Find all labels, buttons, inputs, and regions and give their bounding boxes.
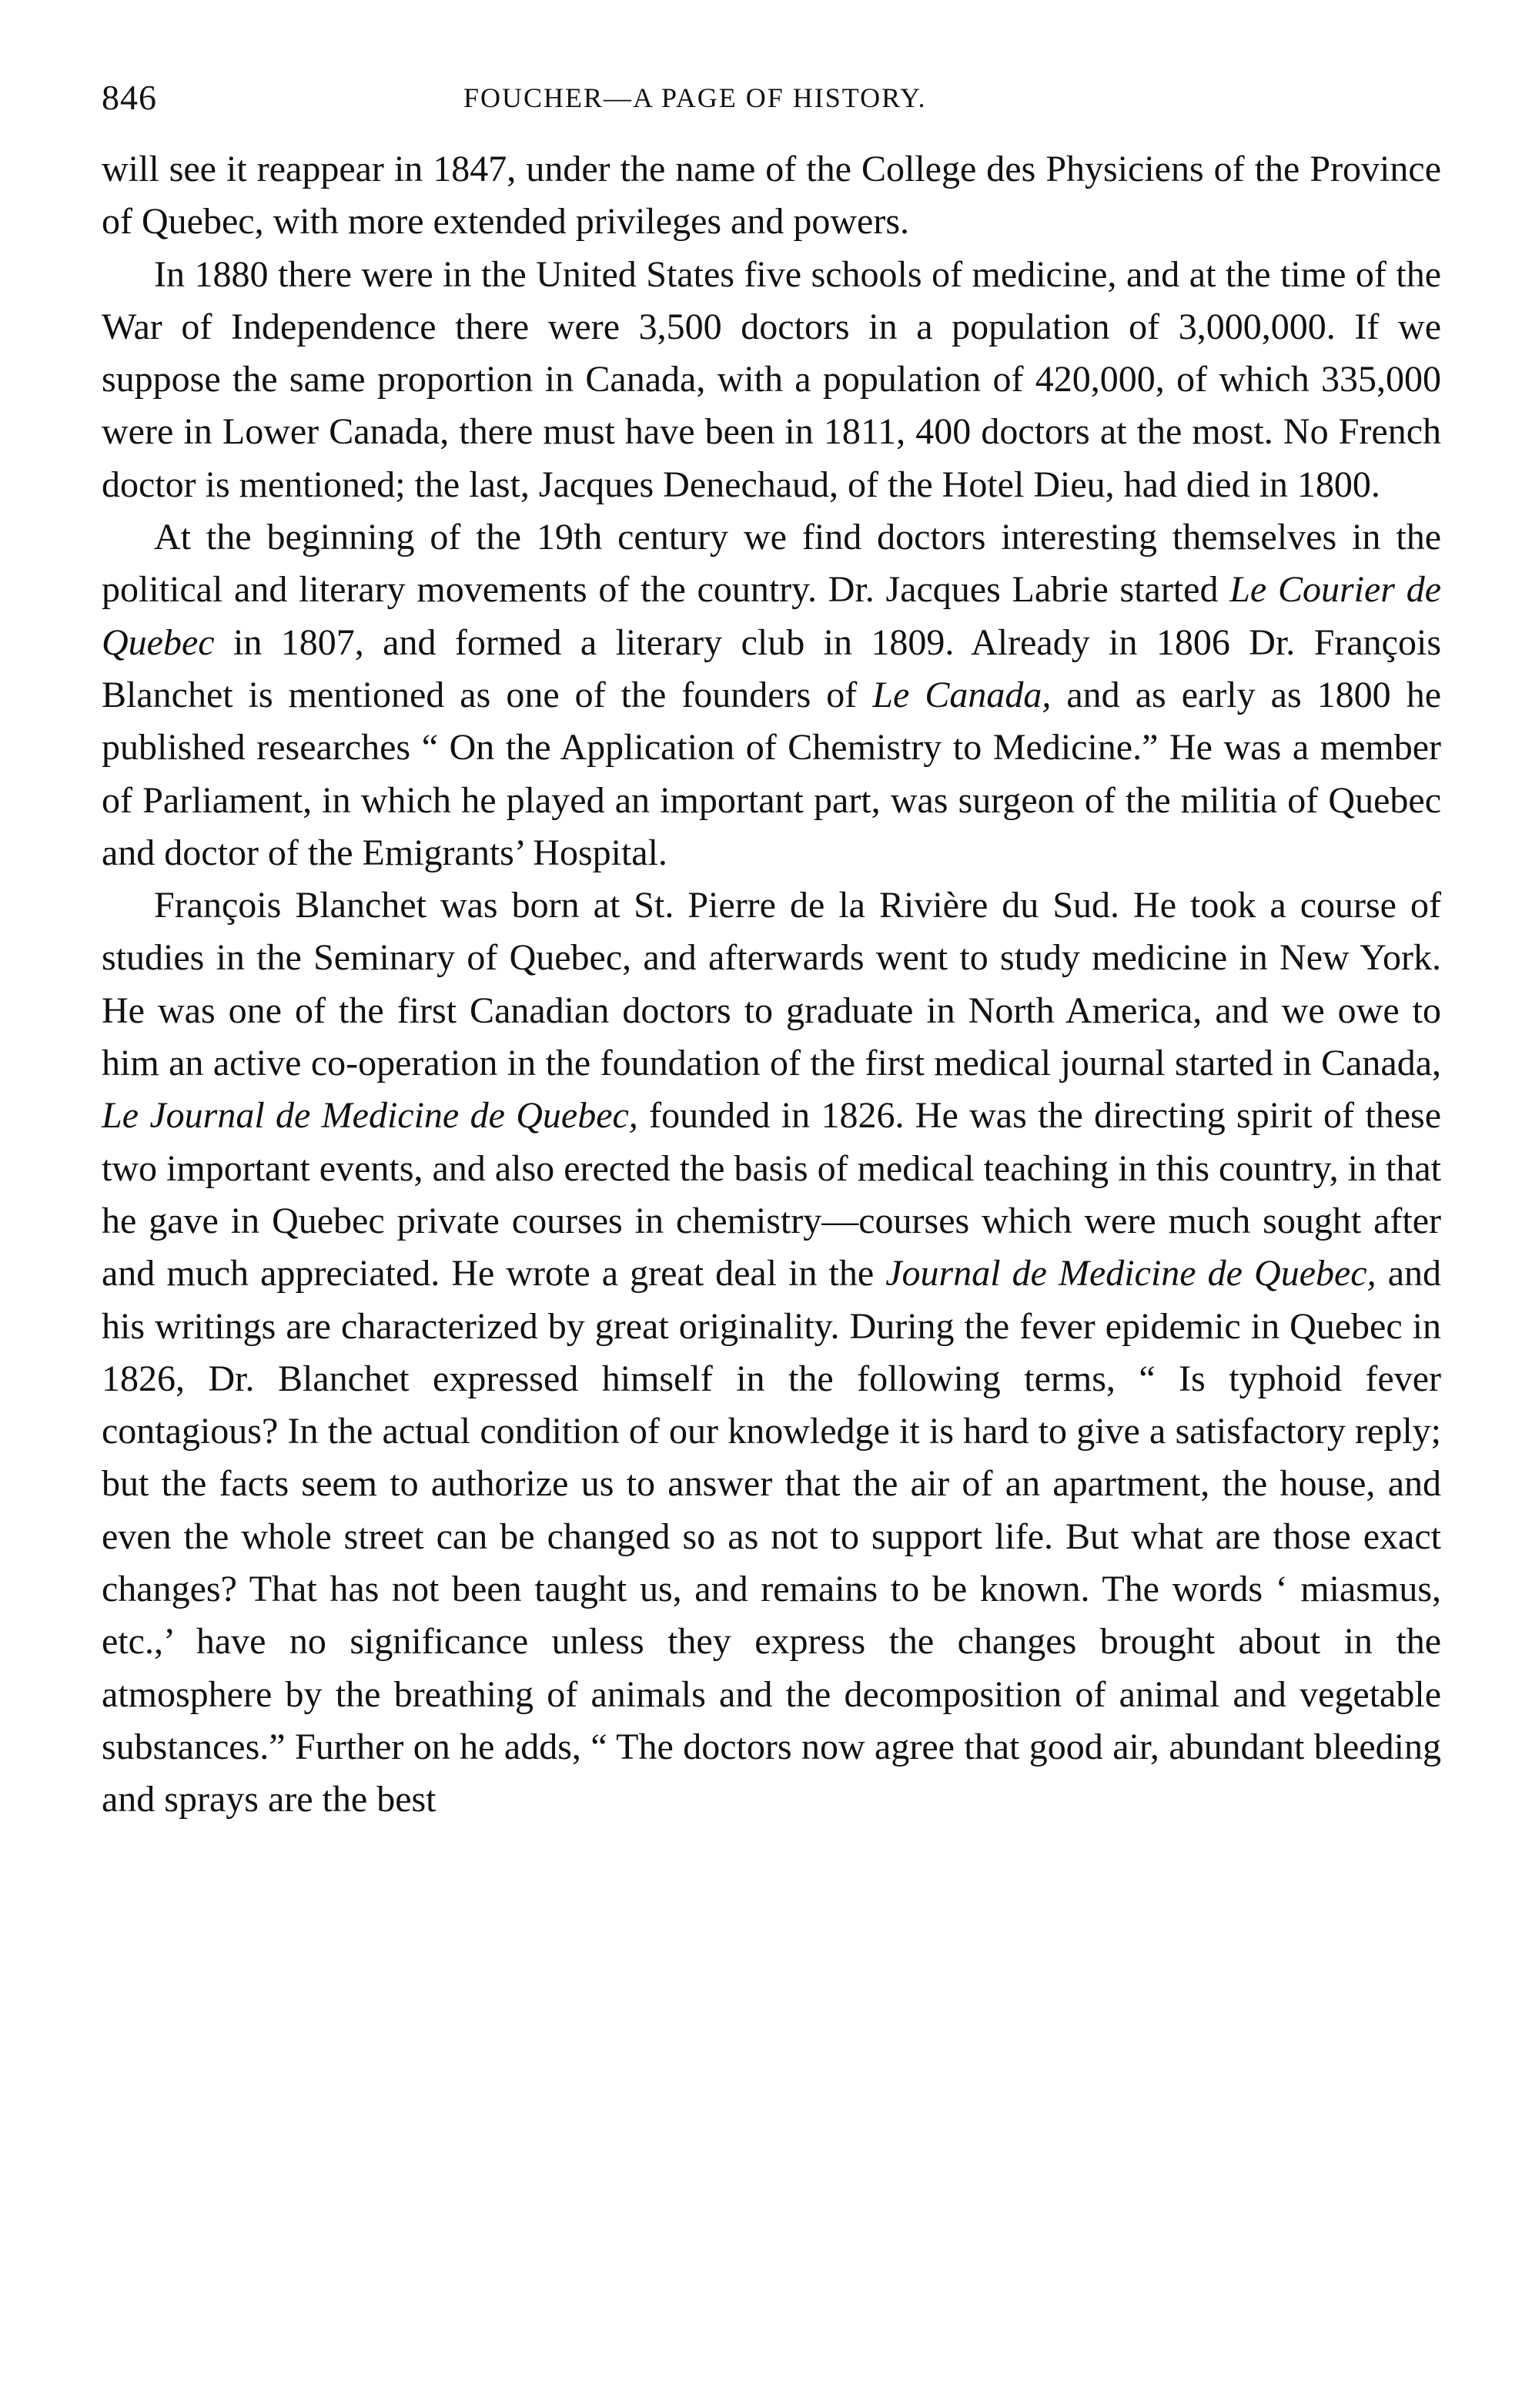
- text-segment: in 1807, and formed a literary club in 1809. Already in 1806 Dr. François Blanchet is mentioned as one of the founders of: [102, 621, 1441, 715]
- italic-title-journal-de-medicine-1: Le Journal de Medicine de Quebec,: [102, 1095, 638, 1137]
- text-segment: François Blanchet was born at St. Pierre de la Rivière du Sud. He took a course of studies in the Seminary of Quebec, and afterwards went to study medicine in New York. He was one of the first Canadian doctors to graduate in North America, and we owe to him an active co-operation in the foundation of the first medical journal started in Canada,: [102, 885, 1441, 1084]
- text-segment: and as early as 1800 he published researches “ On the Application of Chemistry to Medicine.” He was a member of Parliament, in which he played an important part, was surgeon of the militia of Quebec and doctor of the Emigrants’ Hospital.: [102, 674, 1441, 873]
- paragraph-francois-blanchet: [102, 879, 1441, 1826]
- text-segment: will see it reappear in 1847, under the name of the College des Physiciens of the Province of Quebec, with more extended privileges and powers.: [102, 149, 1441, 243]
- italic-title-le-courier-de-quebec: Le Courier de Quebec: [102, 569, 1441, 663]
- paragraph-medical-statistics: [102, 249, 1441, 511]
- page-header: [102, 71, 1441, 125]
- italic-title-le-canada: Le Canada,: [872, 674, 1052, 715]
- page-body-text: [102, 143, 1441, 1827]
- text-segment: At the beginning of the 19th century we find doctors interesting themselves in the political and literary movements of the country. Dr. Jacques Labrie started: [102, 517, 1441, 611]
- running-title: FOUCHER—A PAGE OF HISTORY.: [463, 82, 927, 113]
- paragraph-continuation: [102, 143, 1441, 249]
- paragraph-political-literary: [102, 511, 1441, 879]
- text-segment: In 1880 there were in the United States five schools of medicine, and at the time of the War of Independence there were 3,500 doctors in a population of 3,000,000. If we suppose the same proportion in Canada, with a population of 420,000, of which 335,000 were in Lower Canada, there must have been in 1811, 400 doctors at the most. No French doctor is mentioned; the last, Jacques Denechaud, of the Hotel Dieu, had died in 1800.: [102, 253, 1441, 505]
- italic-title-journal-de-medicine-2: Journal de Medicine de Quebec,: [885, 1253, 1376, 1294]
- text-segment: founded in 1826. He was the directing spirit of these two important events, and also erected the basis of medical teaching in this country, in that he gave in Quebec private courses in chemistry—courses which were much sought after and much appreciated. He wrote a great deal in the: [102, 1095, 1441, 1294]
- page-number: 846: [102, 78, 157, 117]
- text-segment: and his writings are characterized by great originality. During the fever epidemic in Quebec in 1826, Dr. Blanchet expressed himself in the following terms, “ Is typhoid fever contagious? In the actual condition of our knowledge it is hard to give a satisfactory reply; but the facts seem to authorize us to answer that the air of an apartment, the house, and even the whole street can be changed so as not to support life. But what are those exact changes? That has not been taught us, and remains to be known. The words ‘ miasmus, etc.,’ have no significance unless they express the changes brought about in the atmosphere by the breathing of animals and the decomposition of animal and vegetable substances.” Further on he adds, “ The doctors now agree that good air, abundant bleeding and sprays are the best: [102, 1253, 1442, 1820]
